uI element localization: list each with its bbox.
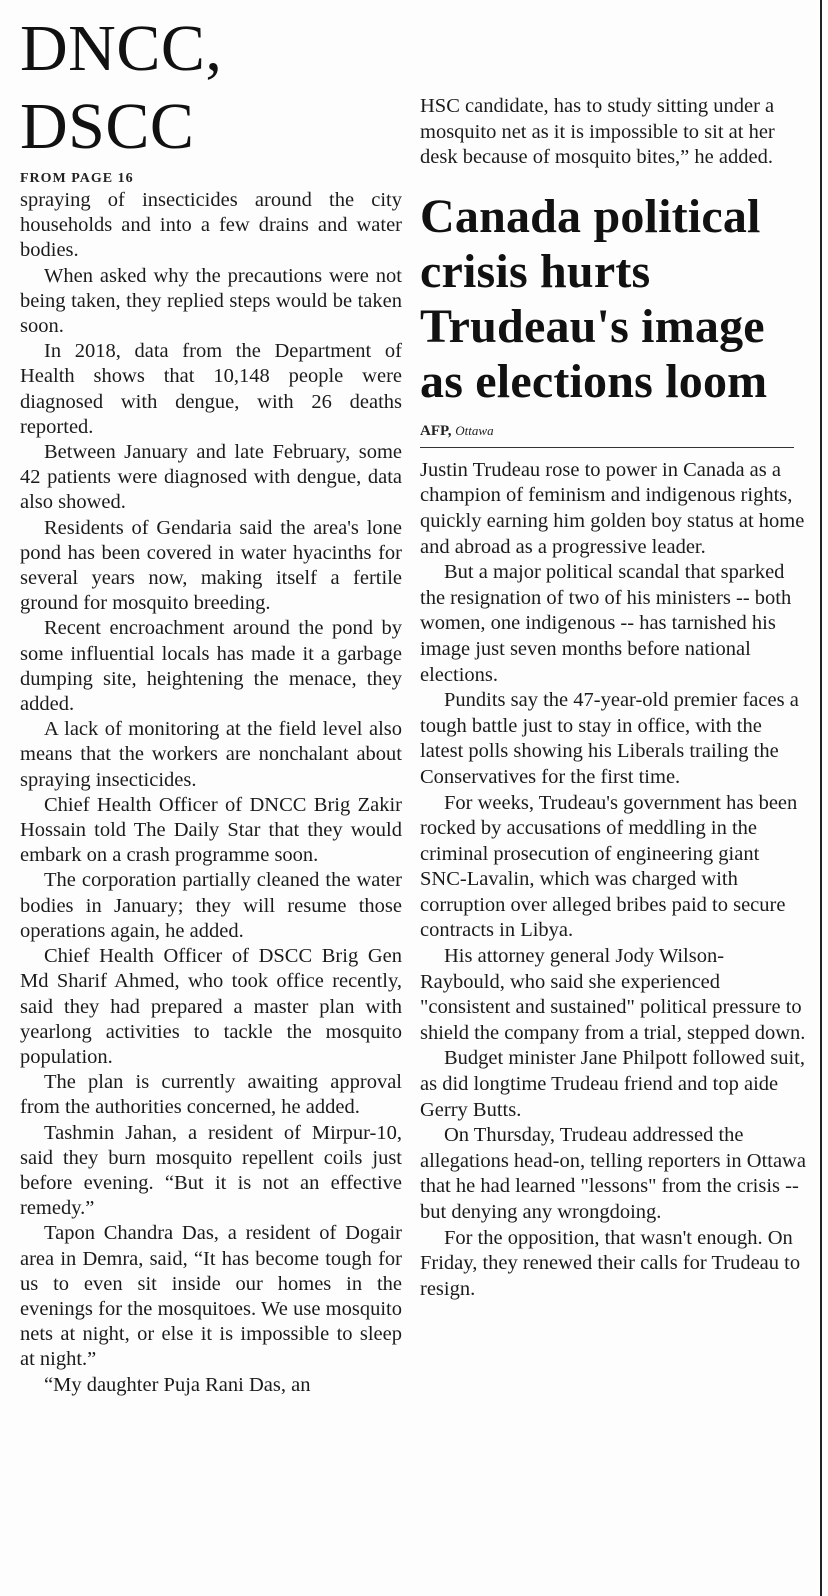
jump-line: FROM PAGE 16 [20, 171, 134, 186]
paragraph: The corporation partially cleaned the water bodies in January; they will resume those operations again, he added. [20, 869, 402, 942]
paragraph: His attorney general Jody Wilson-Raybould, who said she experienced "consistent and sustained" political pressure to shield the company from a trial, stepped down. [420, 945, 806, 1044]
paragraph: But a major political scandal that sparked the resignation of two of his ministers -- both women, one indigenous -- has tarnished his image just seven months before national elections. [420, 561, 792, 686]
dncc-dscc-headline: DNCC, DSCC [20, 12, 223, 163]
left-column [20, 10, 402, 1398]
paragraph: Tapon Chandra Das, a resident of Dogair area in Demra, said, “It has become tough for us to even sit inside our homes in the evenings for the mosquitoes. We use mosquito nets at night, or else it is impossible to sleep at night.” [20, 1222, 402, 1371]
paragraph: Chief Health Officer of DNCC Brig Zakir Hossain told The Daily Star that they would embark on a crash programme soon. [20, 793, 402, 867]
paragraph: The plan is currently awaiting approval from the authorities concerned, he added. [20, 1071, 402, 1119]
byline [420, 421, 808, 441]
paragraph: A lack of monitoring at the field level also means that the workers are nonchalant about spraying insecticides. [20, 718, 402, 791]
paragraph: Budget minister Jane Philpott followed suit, as did longtime Trudeau friend and top aide Gerry Butts. [420, 1047, 806, 1121]
paragraph: On Thursday, Trudeau addressed the allegations head-on, telling reporters in Ottawa that he had learned "lessons" from the crisis -- but denying any wrongdoing. [420, 1124, 806, 1223]
byline-place: Ottawa [455, 422, 494, 438]
paragraph: Justin Trudeau rose to power in Canada as a champion of feminism and indigenous rights, quickly earning him golden boy status at home and abroad as a progressive leader. [420, 458, 805, 558]
canada-story-headline: Canada political crisis hurts Trudeau's image as elections loom [420, 189, 768, 408]
byline-rule [420, 447, 794, 448]
paragraph: Tashmin Jahan, a resident of Mirpur-10, said they burn mosquito repellent coils just before evening. “But it is not an effective remedy.” [20, 1121, 402, 1220]
paragraph: Pundits say the 47-year-old premier faces a tough battle just to stay in office, with the latest polls showing his Liberals trailing the Conservatives for the first time. [420, 689, 799, 788]
paragraph: Residents of Gendaria said the area's lone pond has been covered in water hyacinths for several years now, making itself a fertile ground for mosquito breeding. [20, 516, 402, 615]
paragraph: In 2018, data from the Department of Health shows that 10,148 people were diagnosed with dengue, with 26 deaths reported. [20, 340, 402, 438]
paragraph: When asked why the precautions were not being taken, they replied steps would be taken soon. [20, 264, 402, 338]
right-column [420, 94, 808, 1302]
paragraph: Recent encroachment around the pond by some influential locals has made it a garbage dumping site, heightening the menace, they added. [20, 617, 402, 716]
canada-story-body [420, 458, 808, 1303]
paragraph: Chief Health Officer of DSCC Brig Gen Md Sharif Ahmed, who took office recently, said they had prepared a master plan with yearlong activities to tackle the mosquito population. [20, 945, 402, 1068]
left-story-body [20, 188, 402, 1398]
paragraph: HSC candidate, has to study sitting under a mosquito net as it is impossible to sit at her desk because of mosquito bites,” he added. [420, 95, 775, 169]
page-edge-rule [820, 0, 822, 1596]
paragraph: “My daughter Puja Rani Das, an [44, 1373, 311, 1396]
continued-story [420, 94, 808, 171]
paragraph: spraying of insecticides around the city households and into a few drains and water bodies. [20, 189, 402, 262]
paragraph: For the opposition, that wasn't enough. On Friday, they renewed their calls for Trudeau to resign. [420, 1226, 801, 1300]
paragraph: For weeks, Trudeau's government has been rocked by accusations of meddling in the criminal prosecution of engineering giant SNC-Lavalin, which was charged with corruption over alleged bribes paid to secure contracts in Libya. [420, 791, 798, 942]
byline-agency: AFP, [420, 422, 452, 439]
paragraph: Between January and late February, some 42 patients were diagnosed with dengue, data also showed. [20, 441, 402, 514]
